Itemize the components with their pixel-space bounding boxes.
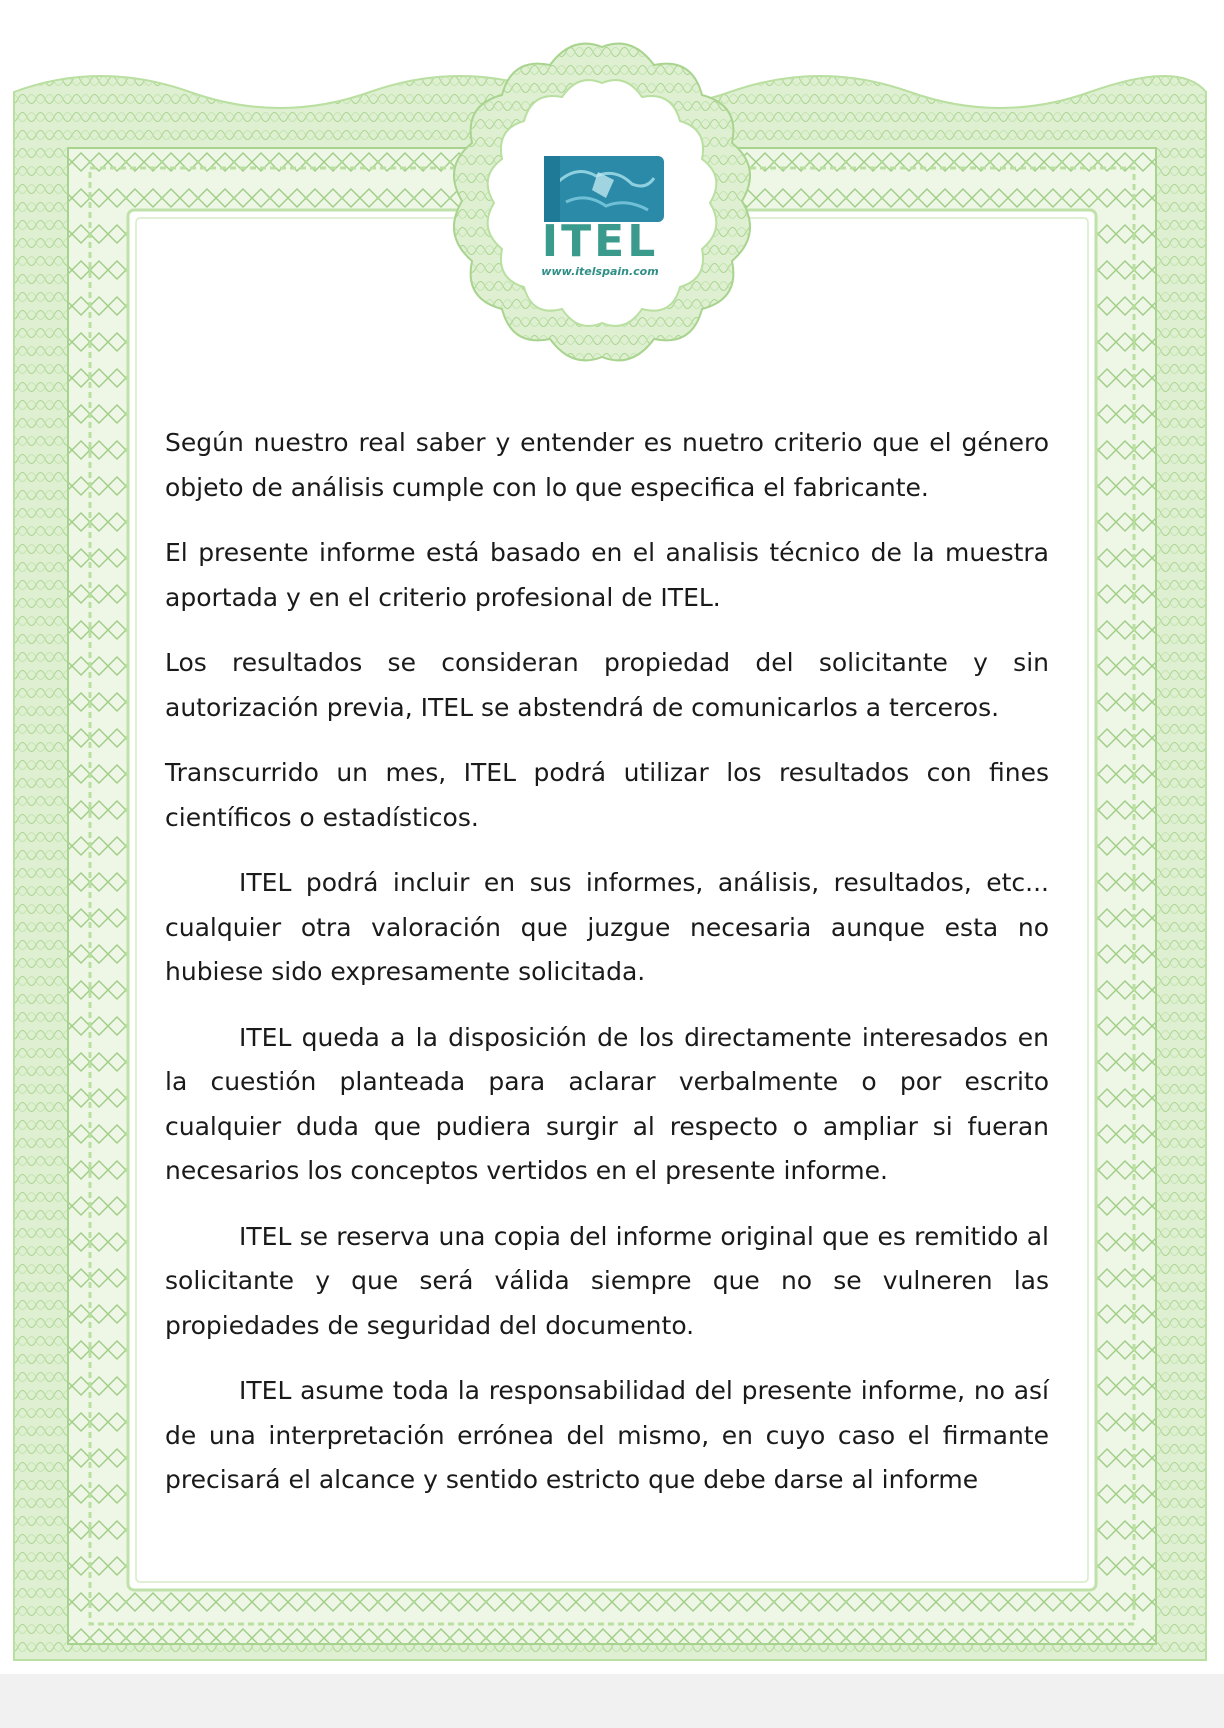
paragraph-3: Los resultados se consideran propiedad del solicitante y sin autorización previa, ITEL se abstendrá de comunicarlos a terceros. xyxy=(165,648,1049,722)
paragraph-5: ITEL podrá incluir en sus informes, análisis, resultados, etc... cualquier otra valoración que juzgue necesaria aunque esta no hubiese sido expresamente solicitada. xyxy=(165,868,1049,986)
itel-logo xyxy=(530,150,670,280)
globe-icon xyxy=(536,154,668,224)
paragraph-4: Transcurrido un mes, ITEL podrá utilizar los resultados con fines científicos o estadísticos. xyxy=(165,758,1049,832)
paragraph-2: El presente informe está basado en el analisis técnico de la muestra aportada y en el criterio profesional de ITEL. xyxy=(165,538,1049,612)
brand-url: www.itelspain.com xyxy=(541,265,659,278)
paragraph-6: ITEL queda a la disposición de los directamente interesados en la cuestión planteada para aclarar verbalmente o por escrito cualquier duda que pudiera surgir al respecto o ampliar si fueran necesarios los conceptos vertidos en el presente informe. xyxy=(165,1022,1049,1185)
brand-name: ITEL xyxy=(541,216,659,267)
paragraph-8: ITEL asume toda la responsabilidad del presente informe, no así de una interpretación errónea del mismo, en cuyo caso el firmante precisará el alcance y sentido estricto que debe darse al informe xyxy=(165,1376,1049,1494)
paragraph-7: ITEL se reserva una copia del informe original que es remitido al solicitante y que será válida siempre que no se vulneren las propiedades de seguridad del documento. xyxy=(165,1221,1049,1340)
document-body xyxy=(165,421,1049,1524)
paragraph-1: Según nuestro real saber y entender es nuetro criterio que el género objeto de análisis cumple con lo que especifica el fabricante. xyxy=(165,428,1049,502)
page-bottom-margin xyxy=(0,1674,1224,1728)
